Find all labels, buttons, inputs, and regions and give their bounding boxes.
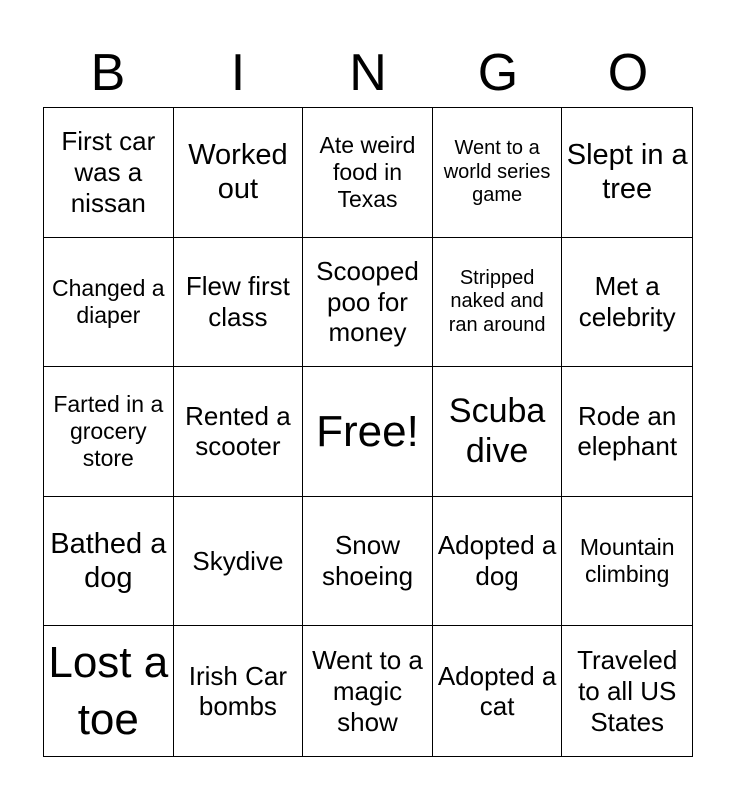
cell-text: Traveled to all US States [577,645,678,737]
free-space[interactable] [303,367,433,497]
cell-text: Went to a world series game [443,136,551,207]
cell-text: Changed a diaper [52,274,165,328]
cell-text: Mountain climbing [579,533,675,588]
header-letter-b: B [90,44,126,102]
bingo-cell[interactable] [44,367,174,497]
bingo-cell[interactable] [562,367,692,497]
bingo-cell[interactable] [562,108,692,238]
bingo-cell[interactable] [174,626,304,756]
cell-text: Adopted a dog [437,530,557,592]
bingo-cell[interactable] [174,108,304,238]
header-letter-i: I [230,44,246,102]
cell-text: Slept in a tree [566,139,688,206]
cell-text: First car was a nissan [61,126,156,218]
bingo-cell[interactable] [433,367,563,497]
bingo-cell[interactable] [303,497,433,627]
cell-text: Farted in a grocery store [53,390,164,472]
cell-text: Rode an elephant [577,400,678,462]
bingo-header [43,38,693,108]
bingo-cell[interactable] [44,497,174,627]
cell-text: Snow shoeing [321,530,414,592]
cell-text: Flew first class [185,271,290,332]
bingo-cell[interactable] [433,108,563,238]
header-letter-g: G [477,44,519,102]
bingo-cell[interactable] [174,497,304,627]
cell-text: Scuba dive [448,392,546,471]
cell-text: Worked out [188,139,288,206]
bingo-cell[interactable] [562,497,692,627]
bingo-board [43,107,693,757]
cell-text: Went to a magic show [312,645,423,737]
cell-text: Lost a toe [48,638,169,745]
bingo-cell[interactable] [303,626,433,756]
bingo-cell[interactable] [433,238,563,368]
header-letter-n: N [349,44,387,102]
bingo-cell[interactable] [433,497,563,627]
bingo-cell[interactable] [44,238,174,368]
bingo-cell[interactable] [303,238,433,368]
bingo-cell[interactable] [562,626,692,756]
header-letter-o: O [607,44,649,102]
cell-text: Rented a scooter [185,400,291,462]
bingo-cell[interactable] [174,238,304,368]
cell-text: Free! [316,406,419,456]
cell-text: Bathed a dog [50,527,167,595]
bingo-cell[interactable] [433,626,563,756]
cell-text: Met a celebrity [578,271,676,332]
cell-text: Stripped naked and ran around [448,266,546,336]
bingo-cell[interactable] [562,238,692,368]
cell-text: Adopted a cat [437,660,557,722]
cell-text: Ate weird food in Texas [319,131,416,212]
bingo-cell[interactable] [174,367,304,497]
cell-text: Irish Car bombs [188,660,288,722]
bingo-cell[interactable] [44,626,174,756]
bingo-cell[interactable] [44,108,174,238]
cell-text: Scooped poo for money [316,255,419,348]
bingo-cell[interactable] [303,108,433,238]
cell-text: Skydive [192,545,284,576]
